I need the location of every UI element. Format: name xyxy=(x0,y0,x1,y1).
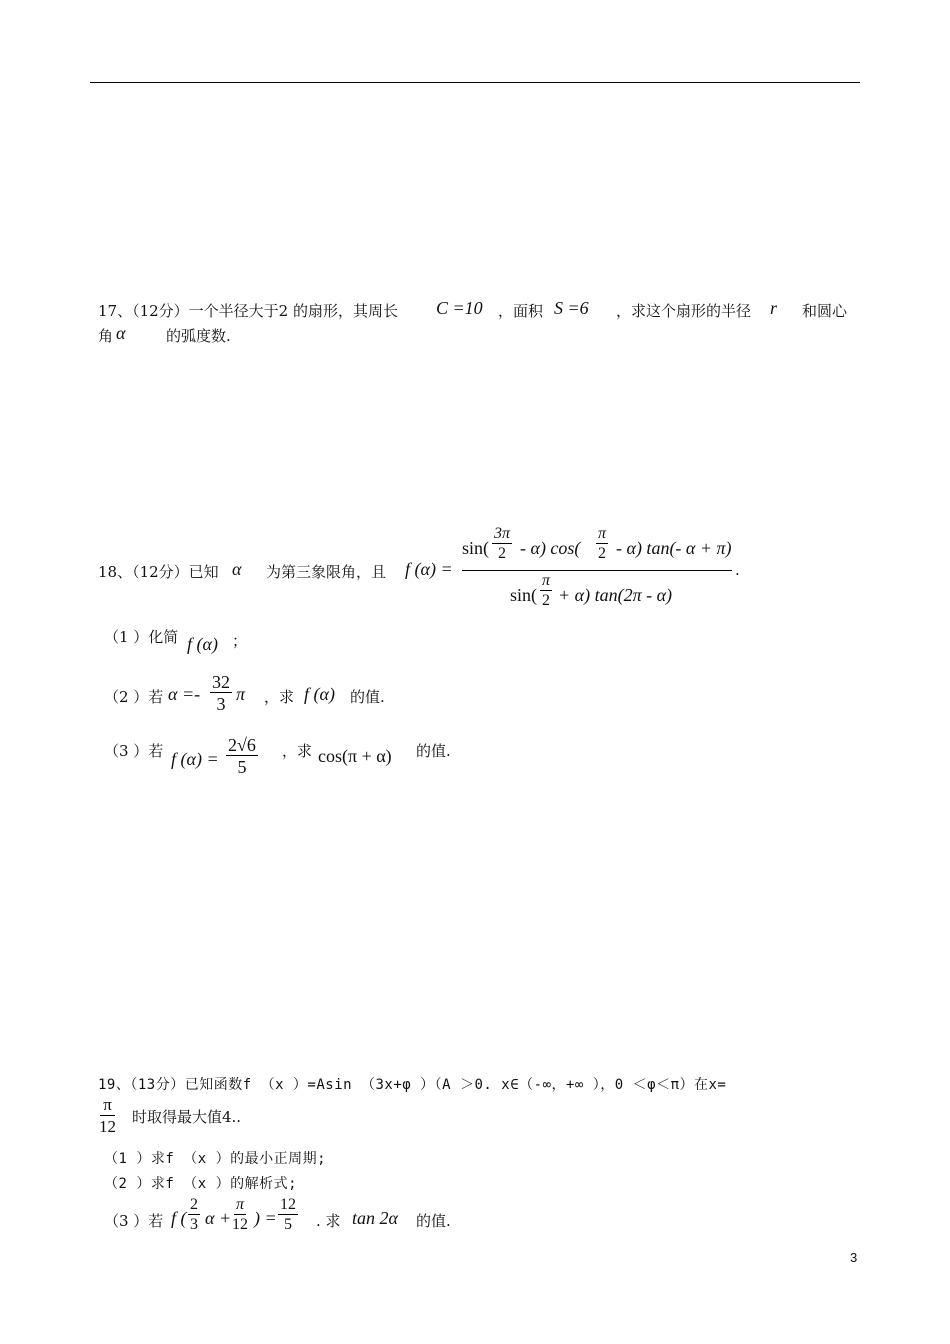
q19-part3-n1: 2 xyxy=(190,1196,198,1213)
q17-radius-symbol: r xyxy=(770,298,778,318)
q17-text-b: ，面积 xyxy=(498,302,544,320)
q19-part1: （1 ）求f （x ）的最小正周期; xyxy=(104,1151,327,1167)
q19-frac-den: 12 xyxy=(99,1117,116,1136)
q19-part3-frac2 xyxy=(232,1197,248,1233)
q19-line1: 19、（13分）已知函数f （x ）=Asin （3x+φ ）（A ＞0. x∈（-∞，+∞ ），0 ＜φ＜π）在x= xyxy=(98,1077,727,1093)
q18-num-3pi: 3π xyxy=(494,525,511,542)
q18-part1-end: ； xyxy=(232,632,248,650)
q18-f-lhs: f (α) = xyxy=(405,559,453,579)
q19-frac-num: π xyxy=(100,1096,115,1116)
q19-part3-label: （3 ）若 xyxy=(104,1212,164,1230)
q18-alpha-symbol: α xyxy=(232,559,242,579)
q18-part2-lhs: α =- xyxy=(168,684,201,704)
q19-part3-n2: π xyxy=(235,1196,244,1213)
page-number: 3 xyxy=(850,1250,858,1265)
q18-part3-cos: cos(π + α) xyxy=(318,746,392,766)
q19-part3-frac1 xyxy=(188,1197,200,1233)
q18-num-mid1: - α) cos( xyxy=(520,538,581,558)
q18-denominator xyxy=(462,571,732,619)
q18-part3-label: （3 ）若 xyxy=(104,742,164,760)
q18-part2-den: 3 xyxy=(216,694,226,714)
q18-part2-label: （2 ）若 xyxy=(104,688,164,706)
q18-part3-num: 2√6 xyxy=(228,735,256,755)
q18-den-sin: sin( xyxy=(510,585,537,605)
q17-text-f: 的弧度数. xyxy=(166,327,231,345)
q18-num-frac-pi-2 xyxy=(596,526,608,562)
q19-part3-alpha: α + xyxy=(205,1208,232,1228)
q17-perimeter: C =10 xyxy=(436,298,483,318)
q17-text-a: 17、（12分）一个半径大于2 的扇形，其周长 xyxy=(98,302,398,320)
q18-main-fraction xyxy=(462,526,732,619)
q17-text-e: 角 xyxy=(98,327,114,345)
q18-part3-end: 的值. xyxy=(416,742,451,760)
q17-text-c: ，求这个扇形的半径 xyxy=(616,302,752,320)
q18-part1-label: （1 ）化简 xyxy=(104,628,179,646)
q18-intro: 18、（12分）已知 xyxy=(98,563,219,581)
q19-part3-d3: 5 xyxy=(284,1216,292,1233)
q19-fraction xyxy=(99,1096,116,1135)
q18-part2-pi: π xyxy=(236,684,246,704)
q18-part2-rest: ，求 xyxy=(264,688,295,706)
q18-part3-rest: ，求 xyxy=(282,742,313,760)
q17-alpha-symbol: α xyxy=(116,323,126,343)
q18-part1-expr: f (α) xyxy=(187,634,218,654)
q18-period: . xyxy=(735,561,740,579)
q18-num-2a: 2 xyxy=(498,545,506,562)
q18-den-2: 2 xyxy=(542,592,550,609)
q18-part3-fraction xyxy=(226,736,258,776)
q19-part3-n3: 12 xyxy=(280,1196,296,1213)
q19-line2: 时取得最大值4.. xyxy=(132,1108,242,1126)
q18-num-2b: 2 xyxy=(598,545,606,562)
q18-num-pi: π xyxy=(598,525,607,542)
q19-part3-d1: 3 xyxy=(190,1216,198,1233)
q18-num-frac-3pi-2 xyxy=(492,526,512,562)
q18-den-pi: π xyxy=(542,572,551,589)
q18-den-rest: + α) tan(2π - α) xyxy=(558,585,673,605)
header-rule xyxy=(90,82,860,83)
q18-num-mid2: - α) tan(- α + π) xyxy=(616,538,732,558)
q19-part3-tan: tan 2α xyxy=(352,1208,398,1228)
q19-part3-eq: ) = xyxy=(254,1208,277,1228)
q18-part3-lhs: f (α) = xyxy=(171,749,219,769)
q18-part2-f: f (α) xyxy=(304,684,335,704)
q19-part3-end: 的值. xyxy=(416,1212,451,1230)
q18-part2-end: 的值. xyxy=(350,688,385,706)
q18-num-sin: sin( xyxy=(462,538,489,558)
q19-part2: （2 ）求f （x ）的解析式; xyxy=(104,1176,298,1192)
q19-part3-d2: 12 xyxy=(232,1216,248,1233)
q17-area: S =6 xyxy=(554,298,589,318)
q17-text-d: 和圆心 xyxy=(802,302,848,320)
q18-part2-fraction xyxy=(210,673,232,713)
q18-numerator xyxy=(462,526,732,570)
q18-part3-den: 5 xyxy=(237,757,247,777)
q18-condition: 为第三象限角，且 xyxy=(266,563,387,581)
q19-part3-frac3 xyxy=(278,1197,298,1233)
q19-part3-f: f ( xyxy=(171,1208,187,1228)
q18-den-frac-pi-2 xyxy=(540,573,552,609)
q19-part3-rest: . 求 xyxy=(316,1212,341,1230)
q18-part2-num: 32 xyxy=(212,672,230,692)
